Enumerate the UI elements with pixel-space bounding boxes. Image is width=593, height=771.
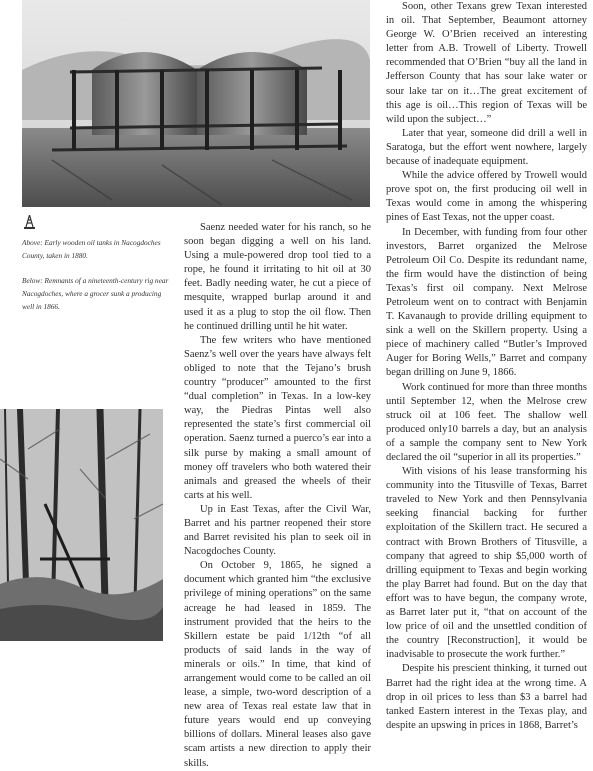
article-column-right: [386, 0, 587, 733]
paragraph: The few writers who have mentioned Saenz’s well over the years have always felt obliged to note that the Tejano’s brush country “producer” amounted to the first “dual completion” in Texas. In a low-key way, the Piedras Pintas well also represented the state’s first commercial oil operation. Saenz turned a puerco’s ear into a silk purse by making a small amount of money off travelers who both watered their animals and greased the wheels of their carts at his well.: [184, 334, 371, 501]
oil-derrick-icon: [23, 215, 36, 229]
caption-above: Above: Early wooden oil tanks in Nacogdoches County, taken in 1880.: [22, 238, 161, 260]
paragraph: While the advice offered by Trowell would prove spot on, the first producing oil well in Texas would come in among the whispering pines of East Texas, not the upper coast.: [386, 170, 587, 224]
paragraph: Later that year, someone did drill a well in Saratoga, but the effort went nowhere, largely because of inadequate equipment.: [386, 127, 587, 168]
paragraph: Despite his prescient thinking, it turned out Barret had the right idea at the wrong time. A drop in oil prices to less than $3 a barrel had tanked Eastern interest in the Texas play, and despite an upswing in prices in 1868, Barret’s: [386, 663, 587, 731]
paragraph: Saenz needed water for his ranch, so he soon began digging a well on his land. Using a mule-powered drop tool tied to a rope, he found it irritating to hit oil at 30 feet. Badly needing water, he cut a piece of mesquite, wrapped burlap around it and used it as a plug to stop the oil flow. Then he continued drilling until he hit water.: [184, 222, 371, 332]
photo-old-rig: [0, 409, 163, 641]
paragraph: With visions of his lease transforming his community into the Titusville of Texas, Barret traveled to New York and then Pennsylvania seeking financial backing for further exploitation of the Skillern tract. He secured a contract with Brown Brothers of Titusville, a company that agreed to ship $5,000 worth of drilling equipment to Texas and begin working the play Barret had found. But on the day that effort was to have begun, the company wrote, as Barret later put it, “that on account of the low price of oil and the unsettled condition of the country [Reconstruction], it would be inadvisable to prosecute the work further.”: [386, 466, 587, 661]
paragraph: On October 9, 1865, he signed a document which granted him “the exclusive privilege of mining operations” on the same acreage he had leased in 1859. The instrument provided that the heirs to the Skillern estate be paid 1/12th “of all products of said lands in the way of minerals or oils.” In time, that kind of arrangement would come to be called an oil lease, a simple, two-word description of a new area of Texas real estate law that in future years would end up conveying billions of dollars. Mineral leases also gave scam artists a new direction to apply their skills.: [184, 560, 371, 769]
paragraph: In December, with funding from four other investors, Barret organized the Melrose Petroleum Oil Co. Despite its redundant name, the firm would have the distinction of being Texas’s first oil company. Next Melrose Petroleum went on to contract with Benjamin T. Kavanaugh to provide drilling equipment to sink a well on the Skillern property. Using a piece of machinery called “Butler’s Improved Auger for Boring Wells,” Barret and company began drilling on June 9, 1866.: [386, 226, 587, 379]
photo-oil-tanks: [22, 0, 370, 207]
paragraph: Up in East Texas, after the Civil War, Barret and his partner reopened their store and Barret revisited his plan to seek oil in Nacogdoches County.: [184, 503, 371, 558]
paragraph: Work continued for more than three months until September 12, when the Melrose crew struck oil at 106 feet. The shallow well produced only10 barrels a day, but an analysis of a sample the company sent to New York declared the oil “superior in all its properties.”: [386, 381, 587, 463]
article-column-middle: [184, 221, 371, 771]
caption-below: Below: Remnants of a nineteenth-century rig near Nacogdoches, where a grocer sunk a producing well in 1866.: [22, 276, 169, 311]
paragraph: Soon, other Texans grew Texan interested in oil. That September, Beaumont attorney George W. O’Brien received an interesting letter from A.B. Trowell of Liberty. Trowell recommended that O’Brien “buy all the land in Jefferson County that has sour lake water or sour lake tar on it…The great excitement of this age is oil…This region of Texas will be wild upon the subject…”: [386, 1, 587, 125]
caption-block: [22, 215, 170, 325]
